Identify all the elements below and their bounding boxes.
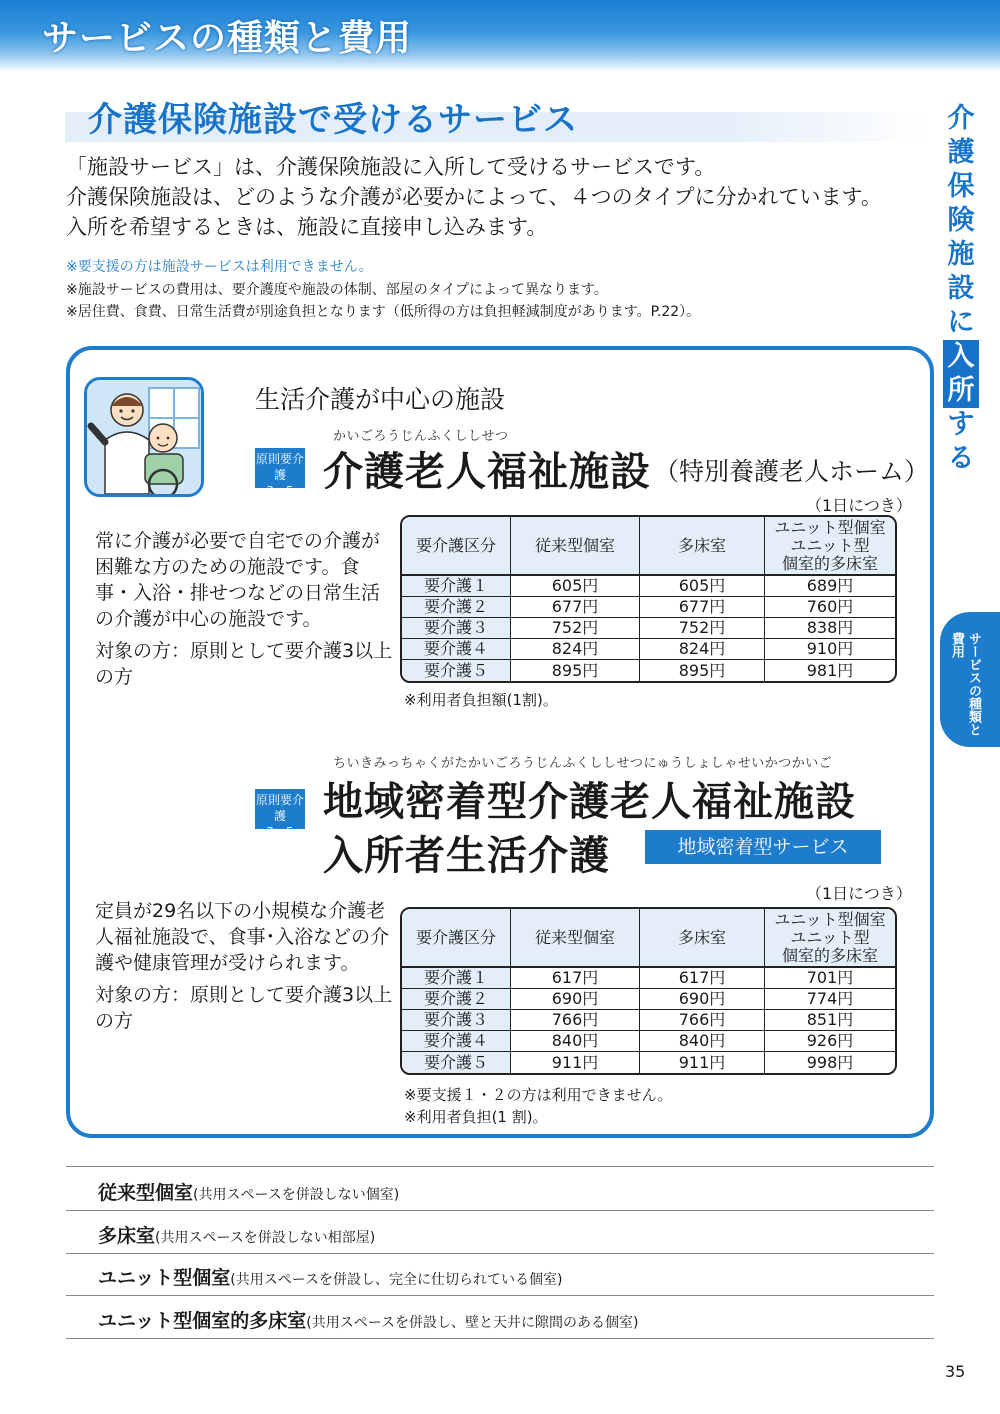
table-cell: 689円 (765, 576, 895, 597)
side-title-char: す (947, 409, 975, 440)
care-level-badge (255, 789, 305, 839)
side-title-char-highlight: 入 (943, 340, 979, 374)
glossary-item (98, 1178, 399, 1205)
table-row (402, 639, 895, 660)
side-title-char: に (947, 307, 975, 338)
table-cell: 926円 (765, 1031, 895, 1052)
glossary-term: ユニット型個室 (98, 1267, 231, 1289)
side-title-char-highlight: 所 (943, 374, 979, 408)
table-cell: 760円 (765, 597, 895, 618)
glossary-term: 従来型個室 (98, 1182, 194, 1204)
intro-text (66, 152, 882, 242)
row-label: 要介護４ (402, 1031, 511, 1052)
badge-line: 原則要介護 (255, 452, 304, 482)
target-text: 対象の方：原則として要介護3以上の方 (95, 984, 393, 1032)
page-number: 35 (945, 1362, 966, 1381)
glossary-term: ユニット型個室的多床室 (98, 1310, 307, 1332)
table-row (402, 597, 895, 618)
glossary-desc: (共用スペースを併設しない個室) (193, 1187, 400, 1203)
table-row (402, 576, 895, 597)
table-note: ※要支援１・２の方は利用できません。 (404, 1086, 673, 1104)
note-cost: ※施設サービスの費用は、要介護度や施設の体制、部屋のタイプによって異なります。 (66, 282, 608, 298)
per-day-label: （1日につき） (806, 496, 912, 515)
table-cell: 911円 (640, 1052, 765, 1073)
table-cell: 998円 (806, 1052, 854, 1072)
side-title-char: 護 (947, 137, 975, 168)
table-cell: 838円 (765, 618, 895, 639)
glossary-desc: (共用スペースを併設し、壁と天井に隙間のある個室) (306, 1315, 639, 1331)
glossary-item (98, 1263, 562, 1290)
badge-line: 3～5 (266, 825, 294, 839)
table-cell: 895円 (511, 660, 640, 681)
table-cell: 766円 (511, 1010, 640, 1031)
table-row (402, 968, 895, 989)
side-title-char: 設 (947, 273, 975, 304)
column-header: 従来型個室 (511, 909, 640, 968)
row-label: 要介護１ (402, 576, 511, 597)
caregiver-illustration (84, 377, 204, 497)
table-cell: 605円 (511, 576, 640, 597)
table-cell: 752円 (511, 618, 640, 639)
side-index-tab-label: サービスの種類と費用 (949, 632, 981, 736)
table-cell: 766円 (640, 1010, 765, 1031)
glossary-desc: (共用スペースを併設しない相部屋) (155, 1230, 376, 1246)
note-support: ※要支援の方は施設サービスは利用できません。 (66, 259, 373, 275)
facility-category-heading: 生活介護が中心の施設 (255, 385, 506, 414)
row-label: 要介護５ (402, 660, 511, 681)
glossary-divider (66, 1210, 934, 1211)
side-title-char: 保 (947, 171, 975, 202)
service-type-tag: 地域密着型サービス (645, 830, 881, 864)
facility-description (95, 898, 395, 1034)
table-row (402, 1031, 895, 1052)
badge-line: 3～5 (266, 484, 294, 498)
column-header: 要介護区分 (402, 909, 511, 968)
note-extra-cost: ※居住費、食費、日常生活費が別途負担となります（低所得の方は負担軽減制度があります。P.22）。 (66, 304, 701, 320)
row-label: 要介護５ (402, 1052, 511, 1073)
intro-line: 「施設サービス」は、介護保険施設に入所して受けるサービスです。 (66, 155, 716, 179)
intro-line: 入所を希望するときは、施設に直接申し込みます。 (66, 215, 548, 239)
fee-table (400, 515, 897, 683)
glossary-term: 多床室 (98, 1225, 156, 1247)
table-row (402, 989, 895, 1010)
facility-title: 地域密着型介護老人福祉施設 (323, 779, 856, 825)
table-cell: 895円 (640, 660, 765, 681)
row-label: 要介護２ (402, 597, 511, 618)
care-level-badge (255, 448, 305, 498)
glossary-divider (66, 1166, 934, 1167)
side-vertical-title (943, 102, 979, 476)
page-header-title: サービスの種類と費用 (42, 18, 413, 59)
facility-title-line2: 入所者生活介護 (323, 833, 610, 879)
row-label: 要介護３ (402, 1010, 511, 1031)
glossary-divider (66, 1253, 934, 1254)
target-text: 対象の方：原則として要介護3以上の方 (95, 640, 393, 688)
facility-title-ruby: ちいきみっちゃくがたかいごろうじんふくししせつにゅうしょしゃせいかつかいご (333, 756, 833, 771)
table-row (402, 1052, 895, 1073)
row-label: 要介護２ (402, 989, 511, 1010)
side-title-char: る (947, 443, 975, 474)
table-cell: 910円 (765, 639, 895, 660)
description-text: 常に介護が必要で自宅での介護が困難な方のための施設です。食事・入浴・排せつなどの日常生活の介護が中心の施設です。 (95, 530, 381, 630)
row-label: 要介護４ (402, 639, 511, 660)
table-cell: 824円 (640, 639, 765, 660)
table-cell: 851円 (765, 1010, 895, 1031)
facility-title-ruby: かいごろうじんふくししせつ (333, 429, 509, 444)
table-cell: 677円 (511, 597, 640, 618)
side-title-char: 介 (947, 103, 975, 134)
table-cell: 605円 (640, 576, 765, 597)
table-row (402, 660, 895, 681)
row-label: 要介護１ (402, 968, 511, 989)
section-title: 介護保険施設で受けるサービス (88, 100, 578, 140)
row-label: 要介護３ (402, 618, 511, 639)
column-header: 多床室 (640, 517, 765, 576)
table-cell: 911円 (511, 1052, 640, 1073)
table-cell: 824円 (511, 639, 640, 660)
glossary-desc: (共用スペースを併設し、完全に仕切られている個室) (230, 1272, 563, 1288)
per-day-label: （1日につき） (806, 884, 912, 903)
table-cell: 690円 (640, 989, 765, 1010)
intro-line: 介護保険施設は、どのような介護が必要かによって、４つのタイプに分かれています。 (66, 185, 882, 209)
table-cell: 840円 (511, 1031, 640, 1052)
table-cell: 617円 (640, 968, 765, 989)
facility-subtitle: （特別養護老人ホーム） (654, 457, 930, 486)
column-header: 多床室 (640, 909, 765, 968)
glossary-item (98, 1221, 375, 1248)
table-note: ※利用者負担(1 割)。 (404, 1108, 548, 1126)
description-text: 定員が29名以下の小規模な介護老人福祉施設で、食事･入浴などの介護や健康管理が受けられます。 (95, 900, 390, 974)
table-row (402, 1010, 895, 1031)
table-cell: 617円 (511, 968, 640, 989)
table-cell: 690円 (511, 989, 640, 1010)
column-header: 要介護区分 (402, 517, 511, 576)
table-cell: 840円 (640, 1031, 765, 1052)
fee-table (400, 907, 897, 1075)
table-cell: 774円 (765, 989, 895, 1010)
table-cell: 701円 (765, 968, 895, 989)
glossary-divider (66, 1295, 934, 1296)
column-header: ユニット型個室 ユニット型 個室的多床室 (765, 517, 895, 576)
glossary-divider (66, 1338, 934, 1339)
table-note: ※利用者負担額(1割)。 (404, 691, 558, 709)
table-cell: 677円 (640, 597, 765, 618)
column-header: 従来型個室 (511, 517, 640, 576)
side-title-char: 施 (947, 239, 975, 270)
table-cell: 981円 (806, 660, 854, 680)
side-title-char: 険 (947, 205, 975, 236)
column-header: ユニット型個室 ユニット型 個室的多床室 (765, 909, 895, 968)
facility-description (95, 528, 395, 690)
table-row (402, 618, 895, 639)
table-cell: 752円 (640, 618, 765, 639)
glossary-item (98, 1306, 638, 1333)
badge-line: 原則要介護 (255, 793, 304, 823)
facility-title: 介護老人福祉施設 (323, 449, 651, 495)
